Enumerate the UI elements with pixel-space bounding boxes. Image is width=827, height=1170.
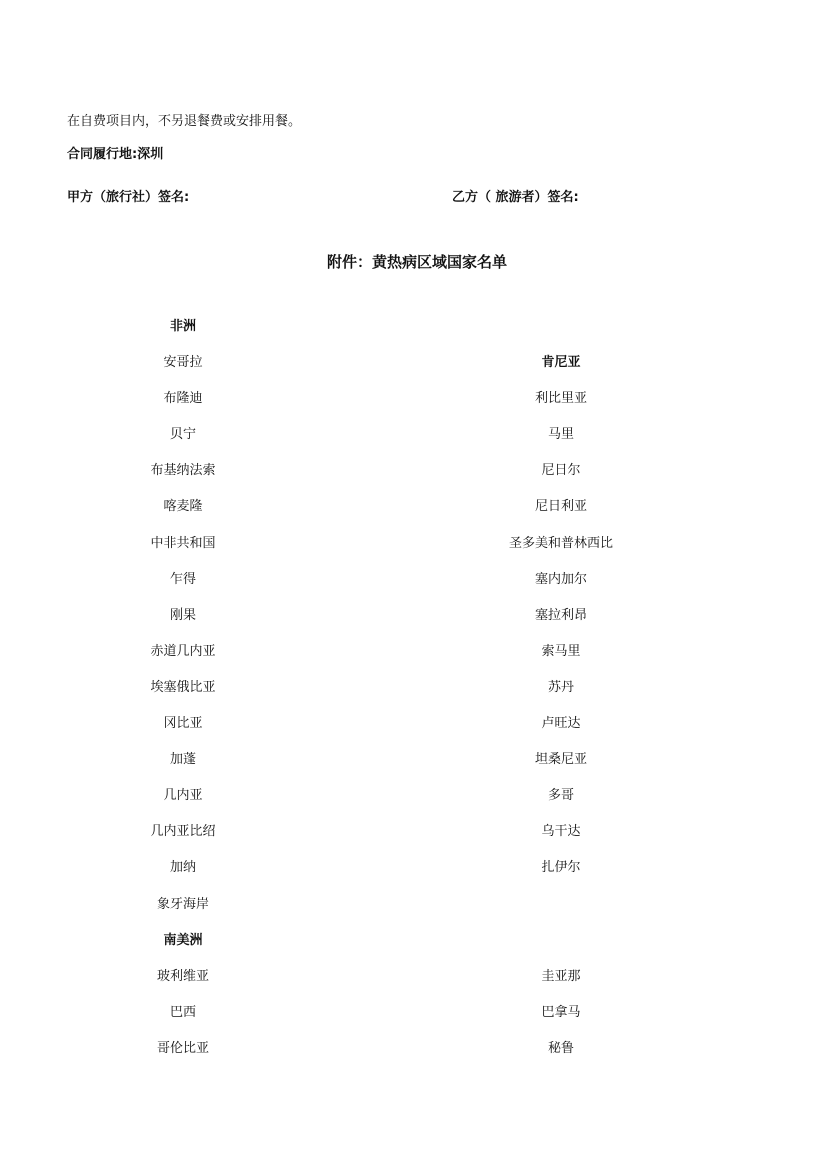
country-cell: 塞拉利昂 xyxy=(534,607,587,623)
country-cell: 安哥拉 xyxy=(163,355,203,371)
country-list-left xyxy=(63,318,303,1076)
country-cell: 加蓬 xyxy=(169,752,196,768)
country-cell: 几内亚比绍 xyxy=(150,824,216,840)
party-a-signature-label: 甲方（旅行社）签名: xyxy=(67,190,190,205)
country-cell: 刚果 xyxy=(169,607,196,623)
country-cell: 玻利维亚 xyxy=(156,968,209,984)
country-cell: 象牙海岸 xyxy=(156,896,209,912)
country-cell: 赤道几内亚 xyxy=(150,643,216,659)
country-list-right xyxy=(441,318,681,1076)
country-cell: 坦桑尼亚 xyxy=(534,752,587,768)
country-cell: 布隆迪 xyxy=(163,391,203,407)
country-cell: 索马里 xyxy=(541,643,581,659)
country-cell: 几内亚 xyxy=(163,788,203,804)
country-cell: 多哥 xyxy=(547,788,574,804)
country-cell-empty xyxy=(441,932,681,968)
country-cell: 中非共和国 xyxy=(150,535,216,551)
country-cell: 乍得 xyxy=(169,571,196,587)
country-cell: 巴西 xyxy=(169,1004,196,1020)
party-b-signature-label: 乙方（ 旅游者）签名: xyxy=(452,190,579,205)
country-cell: 马里 xyxy=(547,427,574,443)
country-cell: 乌干达 xyxy=(541,824,581,840)
meal-note-text: 在自费项目内，不另退餐费或安排用餐。 xyxy=(67,114,302,129)
country-cell: 巴拿马 xyxy=(541,1004,581,1020)
country-cell-empty xyxy=(441,896,681,932)
attachment-title: 附件：黄热病区域国家名单 xyxy=(326,253,507,271)
country-cell: 塞内加尔 xyxy=(534,571,587,587)
country-cell: 利比里亚 xyxy=(534,391,587,407)
country-cell: 尼日利亚 xyxy=(534,499,587,515)
country-cell: 贝宁 xyxy=(169,427,196,443)
country-cell: 圭亚那 xyxy=(541,968,581,984)
contract-place-text: 合同履行地:深圳 xyxy=(67,147,164,162)
country-cell: 布基纳法索 xyxy=(150,463,216,479)
country-cell: 冈比亚 xyxy=(163,716,203,732)
country-cell-empty xyxy=(441,318,681,354)
region-heading-africa: 非洲 xyxy=(169,319,196,334)
country-cell: 尼日尔 xyxy=(541,463,581,479)
country-cell: 加纳 xyxy=(169,860,196,876)
region-heading-south-america: 南美洲 xyxy=(163,932,203,948)
country-cell: 埃塞俄比亚 xyxy=(150,679,216,695)
country-cell: 扎伊尔 xyxy=(541,860,581,876)
country-cell: 秘鲁 xyxy=(547,1040,574,1056)
country-cell: 喀麦隆 xyxy=(163,499,203,515)
country-cell-kenya: 肯尼亚 xyxy=(541,355,581,371)
country-cell: 卢旺达 xyxy=(541,716,581,732)
country-cell: 圣多美和普林西比 xyxy=(508,535,613,551)
country-cell: 苏丹 xyxy=(547,679,574,695)
country-cell: 哥伦比亚 xyxy=(156,1040,209,1056)
